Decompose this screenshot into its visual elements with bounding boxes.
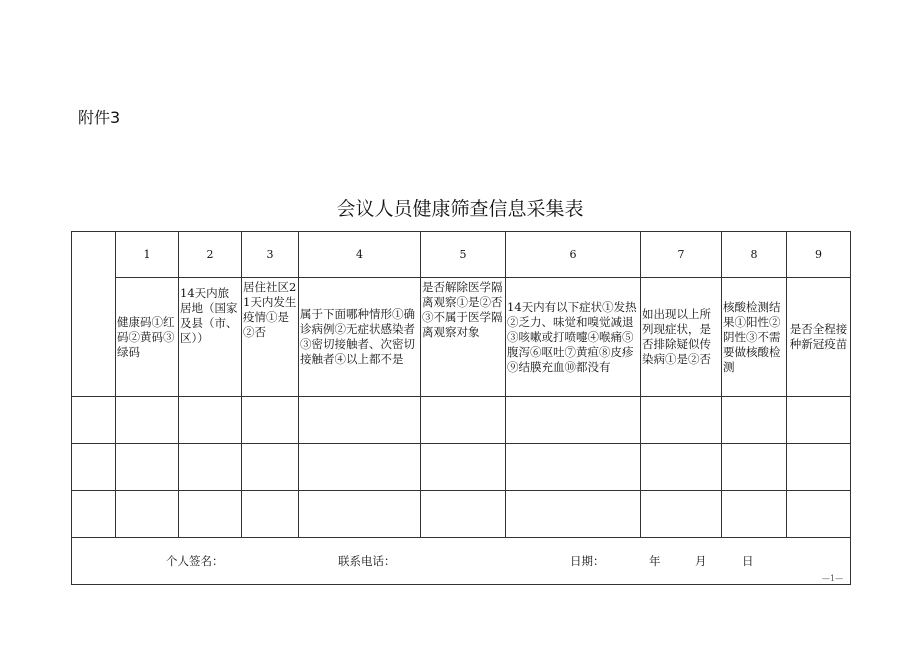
- entry-cell[interactable]: [179, 491, 242, 538]
- entry-cell[interactable]: [72, 397, 116, 444]
- entry-cell[interactable]: [299, 491, 421, 538]
- entry-cell[interactable]: [421, 397, 506, 444]
- col-number: 2: [179, 232, 242, 278]
- entry-cell[interactable]: [299, 397, 421, 444]
- entry-cell[interactable]: [641, 397, 722, 444]
- column-header-row: [72, 278, 851, 397]
- col-header-travel: 14天内旅居地（国家及县（市、区））: [179, 278, 242, 397]
- col-number: 4: [299, 232, 421, 278]
- attachment-label: 附件3: [78, 108, 121, 127]
- entry-cell[interactable]: [506, 491, 641, 538]
- col-number: 1: [116, 232, 179, 278]
- col-number: 9: [787, 232, 851, 278]
- entry-cell[interactable]: [242, 491, 299, 538]
- entry-cell[interactable]: [506, 444, 641, 491]
- screening-table: [71, 231, 851, 585]
- col-header-vaccine: 是否全程接种新冠疫苗: [787, 278, 851, 397]
- entry-cell[interactable]: [641, 444, 722, 491]
- col-header-exclude-disease: 如出现以上所列现症状，是否排除疑似传染病①是②否: [641, 278, 722, 397]
- entry-row: [72, 444, 851, 491]
- col-header-symptoms: 14天内有以下症状①发热②乏力、味觉和嗅觉减退③咳嗽或打喷嚏④喉痛⑤腹泻⑥呕吐⑦黄疸⑧皮疹⑨结膜充血⑩都没有: [506, 278, 641, 397]
- day-label: 日: [742, 554, 754, 568]
- entry-cell[interactable]: [116, 397, 179, 444]
- entry-cell[interactable]: [179, 444, 242, 491]
- col-header-nucleic-test: 核酸检测结果①阳性②阴性③不需要做核酸检测: [722, 278, 787, 397]
- entry-cell[interactable]: [179, 397, 242, 444]
- col-number: 6: [506, 232, 641, 278]
- col-number: 3: [242, 232, 299, 278]
- entry-cell[interactable]: [72, 444, 116, 491]
- entry-cell[interactable]: [787, 444, 851, 491]
- entry-cell[interactable]: [116, 444, 179, 491]
- col-number: 5: [421, 232, 506, 278]
- entry-cell[interactable]: [72, 491, 116, 538]
- column-number-row: [72, 232, 851, 278]
- entry-cell[interactable]: [506, 397, 641, 444]
- signature-cell: [72, 538, 851, 585]
- entry-cell[interactable]: [421, 444, 506, 491]
- col-header-health-code: 健康码①红码②黄码③绿码: [116, 278, 179, 397]
- col-header-case-type: 属于下面哪种情形①确诊病例②无症状感染者③密切接触者、次密切接触者④以上都不是: [299, 278, 421, 397]
- col-header-community-outbreak: 居住社区21天内发生疫情①是②否: [242, 278, 299, 397]
- signature-label: 个人签名：: [166, 554, 224, 568]
- col-number: 7: [641, 232, 722, 278]
- entry-row: [72, 397, 851, 444]
- entry-cell[interactable]: [242, 397, 299, 444]
- entry-cell[interactable]: [722, 491, 787, 538]
- entry-cell[interactable]: [787, 397, 851, 444]
- signature-row: [72, 538, 851, 585]
- year-label: 年: [649, 554, 661, 568]
- entry-cell[interactable]: [722, 444, 787, 491]
- entry-cell[interactable]: [722, 397, 787, 444]
- entry-cell[interactable]: [787, 491, 851, 538]
- corner-cell: [72, 232, 116, 397]
- entry-cell[interactable]: [116, 491, 179, 538]
- col-number: 8: [722, 232, 787, 278]
- entry-cell[interactable]: [299, 444, 421, 491]
- entry-cell[interactable]: [421, 491, 506, 538]
- form-title: 会议人员健康筛查信息采集表: [336, 198, 584, 220]
- month-label: 月: [695, 554, 707, 568]
- date-label: 日期：: [570, 554, 605, 568]
- entry-cell[interactable]: [641, 491, 722, 538]
- col-header-quarantine: 是否解除医学隔离观察①是②否③不属于医学隔离观察对象: [421, 278, 506, 397]
- entry-row: [72, 491, 851, 538]
- phone-label: 联系电话：: [338, 554, 396, 568]
- page-number: —1—: [822, 574, 844, 583]
- entry-cell[interactable]: [242, 444, 299, 491]
